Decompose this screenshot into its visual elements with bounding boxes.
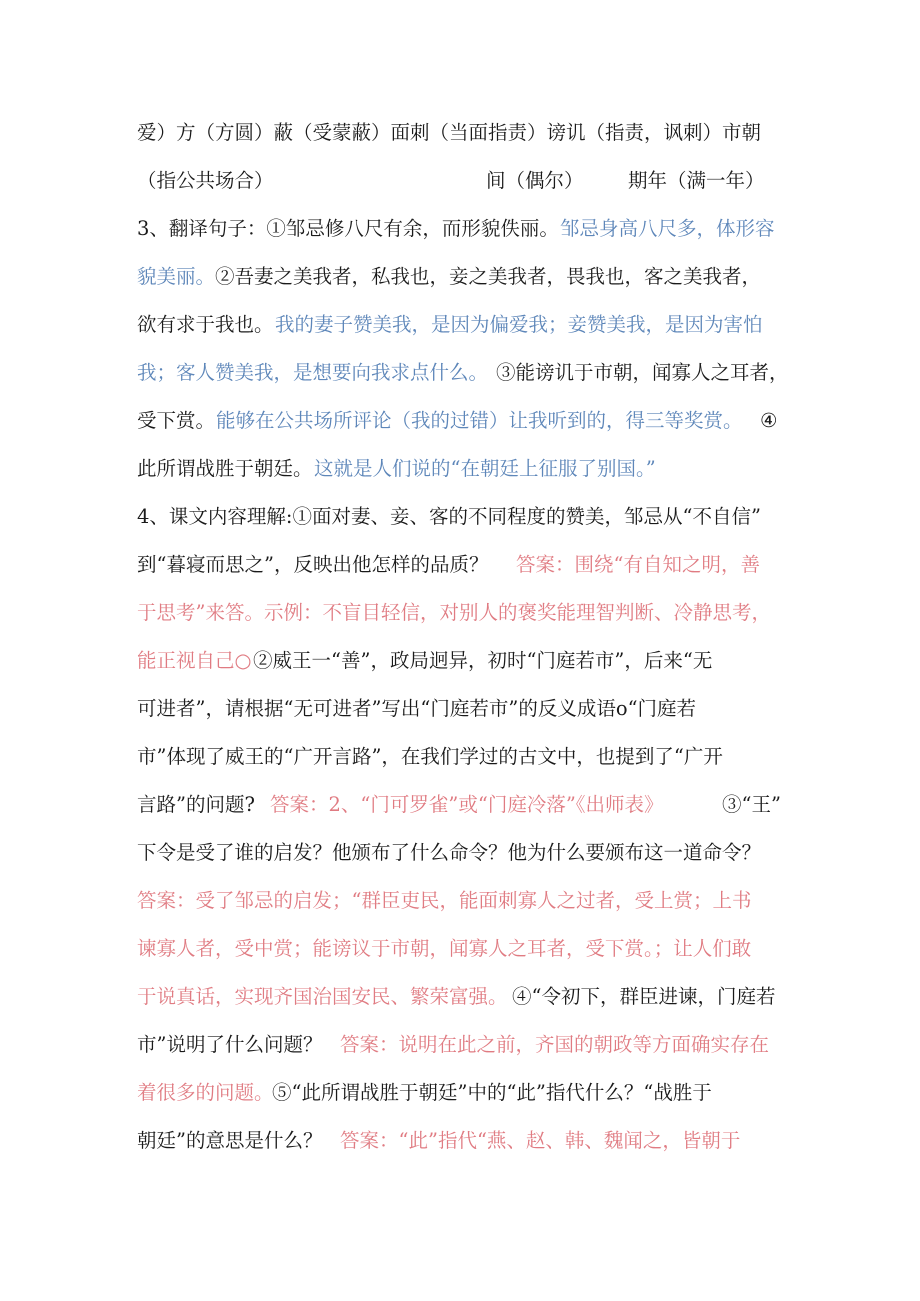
q4-line-2: [0, 549, 920, 581]
q4-line-6: [0, 741, 920, 773]
question-number: ④: [760, 409, 778, 432]
question-text: 市”体现了威王的“广开言路”，在我们学过的古文中，也提到了“广开: [137, 745, 723, 768]
answer-text: 答案：“此”指代“燕、赵、韩、魏闻之，皆朝于: [340, 1129, 741, 1152]
q3-line-2: [0, 261, 920, 293]
answer-text: 答案：2、“门可罗雀”或“门庭冷落”《出师表》: [270, 793, 664, 816]
question-text: 到“暮寝而思之”，反映出他怎样的品质？: [137, 553, 489, 576]
translation-text: 这就是人们说的“在朝廷上征服了别国。”: [314, 457, 656, 480]
q4-line-7: [0, 789, 920, 821]
question-text: 4、课文内容理解:①面对妻、妾、客的不同程度的赞美，邹忌从“不自信”: [137, 505, 761, 528]
question-text: 言路”的问题?: [137, 793, 255, 816]
q4-line-9: [0, 885, 920, 917]
answer-text: 着很多的问题。: [137, 1081, 274, 1104]
q4-line-8: [0, 837, 920, 869]
answer-text: 答案：说明在此之前，齐国的朝政等方面确实存在: [340, 1033, 770, 1056]
vocab-text: 间（偶尔）: [486, 169, 584, 192]
question-text: 朝廷”的意思是什么？: [137, 1129, 323, 1152]
question-text: 受下赏。: [137, 409, 216, 432]
question-text: ②威王一“善”，政局迥异，初时“门庭若市”，后来“无: [253, 649, 713, 672]
question-text: ④“令初下，群臣进谏，门庭若: [512, 985, 776, 1008]
vocab-text: （指公共场合）: [137, 169, 274, 192]
q3-line-3: [0, 309, 920, 341]
translation-text: 邹忌身高八尺多，体形容: [560, 217, 775, 240]
question-text: 欲有求于我也。: [137, 313, 274, 336]
translation-text: 貌美丽。: [137, 265, 216, 288]
vocab-line-2: [0, 165, 920, 197]
question-text: 下令是受了谁的启发？他颁布了什么命令？他为什么要颁布这一道命令？: [137, 841, 762, 864]
q3-line-5: [0, 405, 920, 437]
vocab-text: 爱）方（方圆）蔽（受蒙蔽）面刺（当面指责）谤讥（指责，讽刺）市朝: [137, 121, 762, 144]
q4-line-3: [0, 597, 920, 629]
answer-text: 能正视自己○: [137, 649, 252, 672]
translation-text: 我；客人赞美我，是想要向我求点什么。: [137, 361, 489, 384]
question-text: ③“王”: [722, 793, 781, 816]
question-text: 市”说明了什么问题？: [137, 1033, 323, 1056]
q4-line-14: [0, 1125, 920, 1157]
q4-line-13: [0, 1077, 920, 1109]
q4-line-4: [0, 645, 920, 677]
vocab-text: 期年（满一年）: [628, 169, 765, 192]
q3-line-4: [0, 357, 920, 389]
q3-line-1: [0, 213, 920, 245]
question-text: ⑤“此所谓战胜于朝廷”中的“此”指代什么？“战胜于: [272, 1081, 712, 1104]
answer-text: 谏寡人者，受中赏；能谤议于市朝，闻寡人之耳者，受下赏。；让人们敢: [137, 937, 752, 960]
question-text: 此所谓战胜于朝廷。: [137, 457, 313, 480]
answer-text: 于说真话，实现齐国治国安民、繁荣富强。: [137, 985, 508, 1008]
question-text: ②吾妻之美我者，私我也，妾之美我者，畏我也，客之美我者，: [215, 265, 762, 288]
q4-line-12: [0, 1029, 920, 1061]
answer-text: 于思考”来答。示例：不盲目轻信，对别人的褒奖能理智判断、冷静思考，: [137, 601, 771, 624]
q4-line-10: [0, 933, 920, 965]
question-text: 可进者”，请根据“无可进者”写出“门庭若市”的反义成语o“门庭若: [137, 697, 697, 720]
q4-line-1: [0, 501, 920, 533]
q3-line-6: [0, 453, 920, 485]
answer-text: 答案：围绕“有自知之明，善: [516, 553, 760, 576]
question-text: 3、翻译句子：①邹忌修八尺有余，而形貌佚丽。: [137, 217, 559, 240]
translation-text: 我的妻子赞美我，是因为偏爱我；妾赞美我，是因为害怕: [275, 313, 763, 336]
vocab-line-1: [0, 117, 920, 149]
answer-text: 答案：受了邹忌的启发；“群臣吏民，能面刺寡人之过者，受上赏；上书: [137, 889, 752, 912]
q4-line-11: [0, 981, 920, 1013]
translation-text: 能够在公共场所评论（我的过错）让我听到的，得三等奖赏。: [216, 409, 743, 432]
q4-line-5: [0, 693, 920, 725]
question-text: ③能谤讥于市朝，闻寡人之耳者，: [496, 361, 789, 384]
